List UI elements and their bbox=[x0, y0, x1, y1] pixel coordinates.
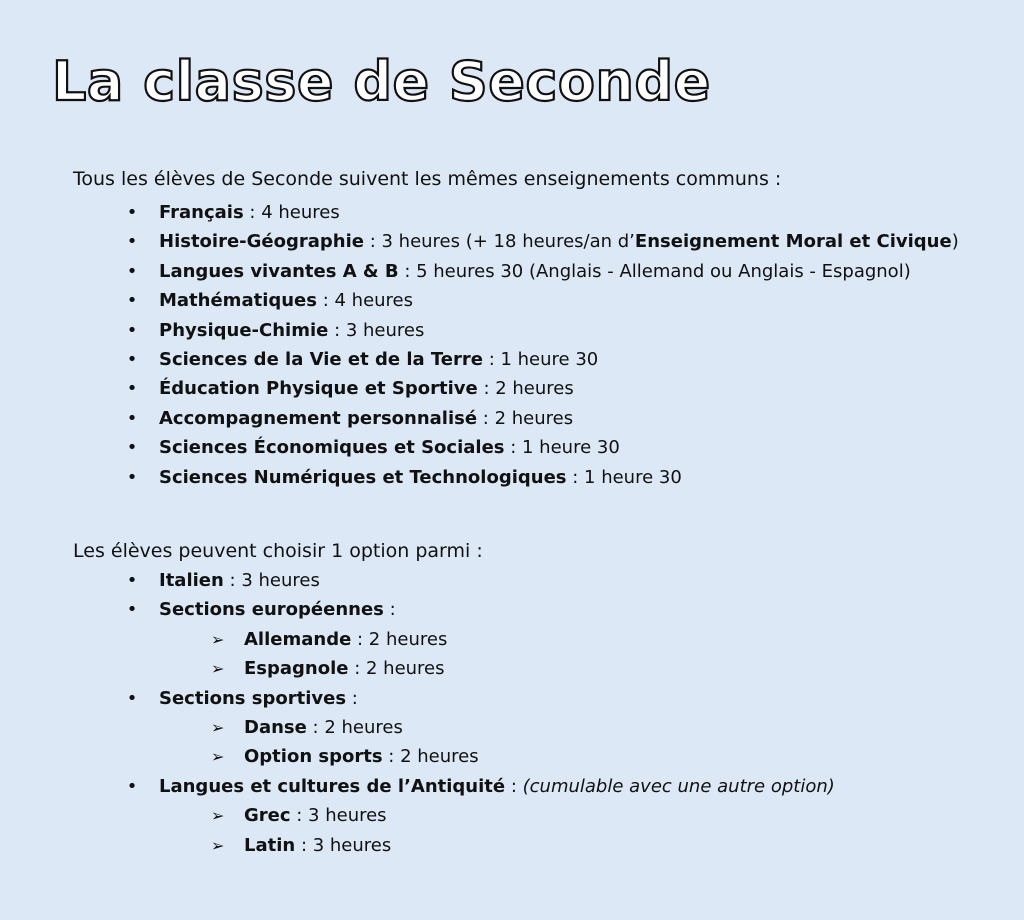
list-item bbox=[126, 345, 959, 374]
arrow-bullet-icon: ➢ bbox=[211, 659, 225, 679]
subject-name: Sciences Économiques et Sociales bbox=[159, 437, 505, 459]
common-intro: Tous les élèves de Seconde suivent les mêmes enseignements communs : bbox=[73, 168, 782, 190]
option-note: (cumulable avec une autre option) bbox=[522, 775, 835, 797]
sub-name: Allemande bbox=[244, 628, 352, 650]
bullet-icon: • bbox=[126, 437, 138, 459]
subject-detail: : 3 heures bbox=[328, 319, 425, 341]
subject-detail: : 5 heures 30 (Anglais - Allemand ou Anglais - Espagnol) bbox=[398, 260, 911, 282]
sub-detail: : 2 heures bbox=[306, 716, 403, 738]
subject-detail: : 2 heures bbox=[477, 407, 574, 429]
list-item bbox=[126, 316, 959, 345]
list-item bbox=[126, 198, 959, 227]
subject-detail: : 4 heures bbox=[243, 202, 340, 223]
bullet-icon: • bbox=[126, 407, 138, 429]
subject-name: Histoire-Géographie bbox=[159, 231, 364, 253]
option-sections-europeennes bbox=[126, 595, 835, 683]
bullet-icon: • bbox=[126, 466, 138, 488]
arrow-bullet-icon: ➢ bbox=[211, 835, 225, 855]
arrow-bullet-icon: ➢ bbox=[211, 629, 225, 649]
bullet-icon: • bbox=[126, 348, 138, 370]
bullet-icon: • bbox=[126, 687, 138, 709]
options-list bbox=[126, 566, 835, 860]
sub-name: Danse bbox=[244, 716, 307, 738]
sub-detail: : 3 heures bbox=[290, 805, 387, 827]
sub-item bbox=[211, 654, 835, 683]
option-detail: : bbox=[383, 599, 396, 621]
sub-list bbox=[211, 713, 835, 772]
option-sections-sportives bbox=[126, 684, 835, 772]
sub-name: Latin bbox=[244, 834, 296, 856]
option-langues-antiquite bbox=[126, 772, 835, 860]
sub-list bbox=[211, 801, 835, 860]
page-title: La classe de Seconde bbox=[52, 50, 711, 113]
bullet-icon: • bbox=[126, 378, 138, 400]
list-item bbox=[126, 227, 959, 256]
subject-detail: : 3 heures (+ 18 heures/an d’ bbox=[363, 231, 635, 253]
option-detail: : bbox=[346, 687, 358, 709]
arrow-bullet-icon: ➢ bbox=[211, 747, 225, 767]
subject-detail: : 1 heure 30 bbox=[504, 437, 620, 459]
option-name: Italien bbox=[159, 570, 224, 591]
bullet-icon: • bbox=[126, 260, 138, 282]
subject-name: Français bbox=[159, 202, 244, 223]
common-subjects-list bbox=[126, 198, 959, 492]
subject-detail: : 4 heures bbox=[316, 290, 414, 312]
sub-item bbox=[211, 713, 835, 742]
bullet-icon: • bbox=[126, 290, 138, 312]
bullet-icon: • bbox=[126, 319, 138, 341]
bullet-icon: • bbox=[126, 599, 138, 621]
list-item bbox=[126, 374, 959, 403]
subject-name: Mathématiques bbox=[159, 290, 317, 312]
arrow-bullet-icon: ➢ bbox=[211, 806, 225, 826]
subject-name: Éducation Physique et Sportive bbox=[159, 378, 478, 400]
list-item bbox=[126, 463, 959, 492]
subject-detail: : 1 heure 30 bbox=[482, 348, 599, 370]
sub-name: Grec bbox=[244, 805, 291, 827]
subject-detail: : 1 heure 30 bbox=[566, 466, 682, 488]
list-item bbox=[126, 257, 959, 286]
subject-name: Accompagnement personnalisé bbox=[159, 407, 478, 429]
option-detail: : bbox=[505, 775, 523, 797]
subject-name: Langues vivantes A & B bbox=[159, 260, 399, 282]
list-item bbox=[126, 404, 959, 433]
sub-item bbox=[211, 801, 835, 830]
option-name: Sections européennes bbox=[159, 599, 384, 621]
sub-list bbox=[211, 625, 835, 684]
subject-name: Physique-Chimie bbox=[159, 319, 329, 341]
sub-detail: : 2 heures bbox=[348, 658, 445, 680]
sub-detail: : 2 heures bbox=[382, 746, 479, 768]
list-item bbox=[126, 433, 959, 462]
sub-detail: : 2 heures bbox=[351, 628, 448, 650]
subject-name: Sciences de la Vie et de la Terre bbox=[159, 348, 483, 370]
sub-item bbox=[211, 742, 835, 771]
subject-extra: Enseignement Moral et Civique bbox=[634, 231, 952, 253]
subject-name: Sciences Numériques et Technologiques bbox=[159, 466, 567, 488]
subject-detail: : 2 heures bbox=[477, 378, 574, 400]
options-intro: Les élèves peuvent choisir 1 option parmi : bbox=[73, 540, 483, 562]
bullet-icon: • bbox=[126, 202, 138, 223]
option-italien bbox=[126, 566, 835, 595]
option-name: Sections sportives bbox=[159, 687, 347, 709]
option-name: Langues et cultures de l’Antiquité bbox=[159, 775, 506, 797]
subject-tail: ) bbox=[951, 231, 959, 253]
bullet-icon: • bbox=[126, 570, 138, 591]
sub-name: Option sports bbox=[244, 746, 383, 768]
bullet-icon: • bbox=[126, 775, 138, 797]
sub-item bbox=[211, 625, 835, 654]
list-item bbox=[126, 286, 959, 315]
sub-name: Espagnole bbox=[244, 658, 349, 680]
sub-item bbox=[211, 831, 835, 860]
sub-detail: : 3 heures bbox=[295, 834, 392, 856]
arrow-bullet-icon: ➢ bbox=[211, 717, 225, 737]
bullet-icon: • bbox=[126, 231, 138, 253]
option-detail: : 3 heures bbox=[223, 570, 320, 591]
